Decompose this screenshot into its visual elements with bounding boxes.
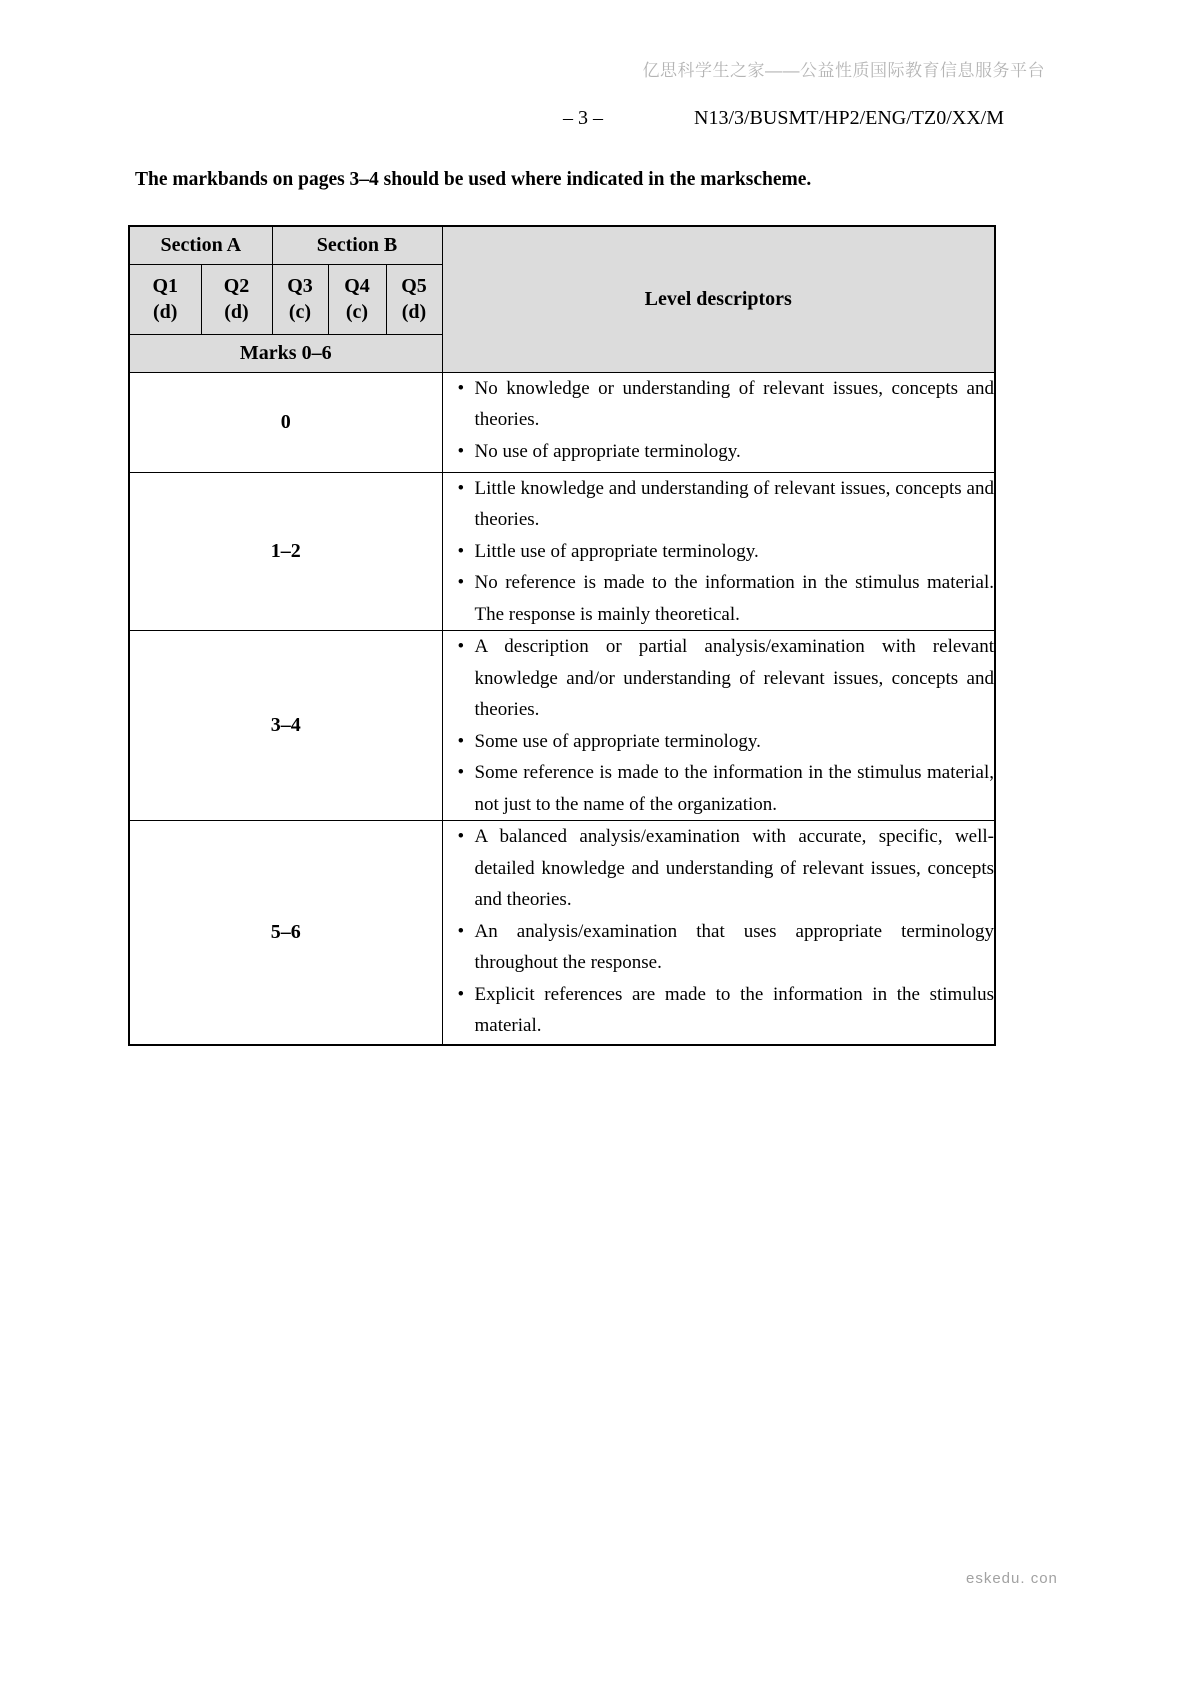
descriptor-cell	[442, 472, 995, 631]
question-part: (d)	[224, 301, 249, 323]
descriptor-text: • A balanced analysis/examination with accurate, specific, well-detailed knowledge and understanding of relevant issues, concepts and theories.	[474, 826, 994, 910]
marks-cell: 5–6	[129, 821, 442, 1045]
bullet-item	[443, 979, 995, 1042]
question-number: Q2	[223, 274, 250, 297]
bullet-item	[443, 536, 995, 568]
table-section-row	[129, 226, 995, 264]
descriptor-text: • Explicit references are made to the information in the stimulus material.	[474, 983, 994, 1036]
section-a-header: Section A	[129, 226, 272, 264]
marks-cell: 0	[129, 372, 442, 472]
markband-row-0	[129, 372, 995, 472]
descriptor-text: • Some use of appropriate terminology.	[474, 730, 761, 752]
bullet-item	[443, 473, 995, 536]
markbands-instruction: The markbands on pages 3–4 should be used where indicated in the markscheme.	[135, 169, 812, 190]
footer-watermark: eskedu. con	[966, 1570, 1058, 1587]
paper-code: N13/3/BUSMT/HP2/ENG/TZ0/XX/M	[694, 107, 1005, 129]
question-header-q4c	[328, 264, 386, 334]
descriptor-text: • No reference is made to the information in the stimulus material. The response is mainly theoretical.	[474, 572, 994, 625]
markband-row-5-6	[129, 821, 995, 1045]
question-number: Q4	[344, 274, 370, 297]
page-number: – 3 –	[563, 107, 603, 129]
bullet-item	[443, 757, 995, 820]
section-b-header: Section B	[272, 226, 442, 264]
question-part: (d)	[153, 301, 178, 323]
bullet-item	[443, 567, 995, 630]
question-header-q3c	[272, 264, 328, 334]
bullet-item	[443, 373, 995, 436]
descriptor-cell	[442, 821, 995, 1045]
question-number: Q3	[287, 274, 313, 297]
bullet-item	[443, 436, 995, 468]
descriptor-cell	[442, 631, 995, 821]
markband-row-1-2	[129, 472, 995, 631]
descriptor-text: • No use of appropriate terminology.	[474, 440, 741, 462]
level-descriptors-header: Level descriptors	[442, 226, 995, 372]
question-part: (c)	[288, 301, 312, 323]
question-header-q1d	[129, 264, 201, 334]
question-part: (c)	[345, 301, 369, 323]
markband-row-3-4	[129, 631, 995, 821]
descriptor-text: • Some reference is made to the information in the stimulus material, not just to the name of the organization.	[474, 762, 994, 815]
marks-range-header: Marks 0–6	[129, 334, 442, 372]
bullet-item	[443, 726, 995, 758]
descriptor-text: • A description or partial analysis/examination with relevant knowledge and/or understanding of relevant issues, concepts and theories.	[474, 636, 994, 720]
marks-cell: 3–4	[129, 631, 442, 821]
site-watermark-text: 亿思科学生之家——公益性质国际教育信息服务平台	[642, 61, 1045, 80]
question-number: Q1	[152, 274, 179, 297]
question-header-q2d	[201, 264, 272, 334]
bullet-item	[443, 821, 995, 916]
question-number: Q5	[401, 274, 427, 297]
descriptor-cell	[442, 372, 995, 472]
descriptor-text: • No knowledge or understanding of relevant issues, concepts and theories.	[474, 377, 994, 430]
descriptor-text: • An analysis/examination that uses appropriate terminology throughout the response.	[474, 920, 994, 973]
bullet-item	[443, 631, 995, 726]
descriptor-text: • Little knowledge and understanding of relevant issues, concepts and theories.	[474, 477, 994, 530]
question-header-q5d	[386, 264, 442, 334]
markband-table	[128, 225, 996, 1046]
marks-cell: 1–2	[129, 472, 442, 631]
question-part: (d)	[401, 301, 427, 323]
bullet-item	[443, 916, 995, 979]
descriptor-text: • Little use of appropriate terminology.	[474, 540, 759, 562]
